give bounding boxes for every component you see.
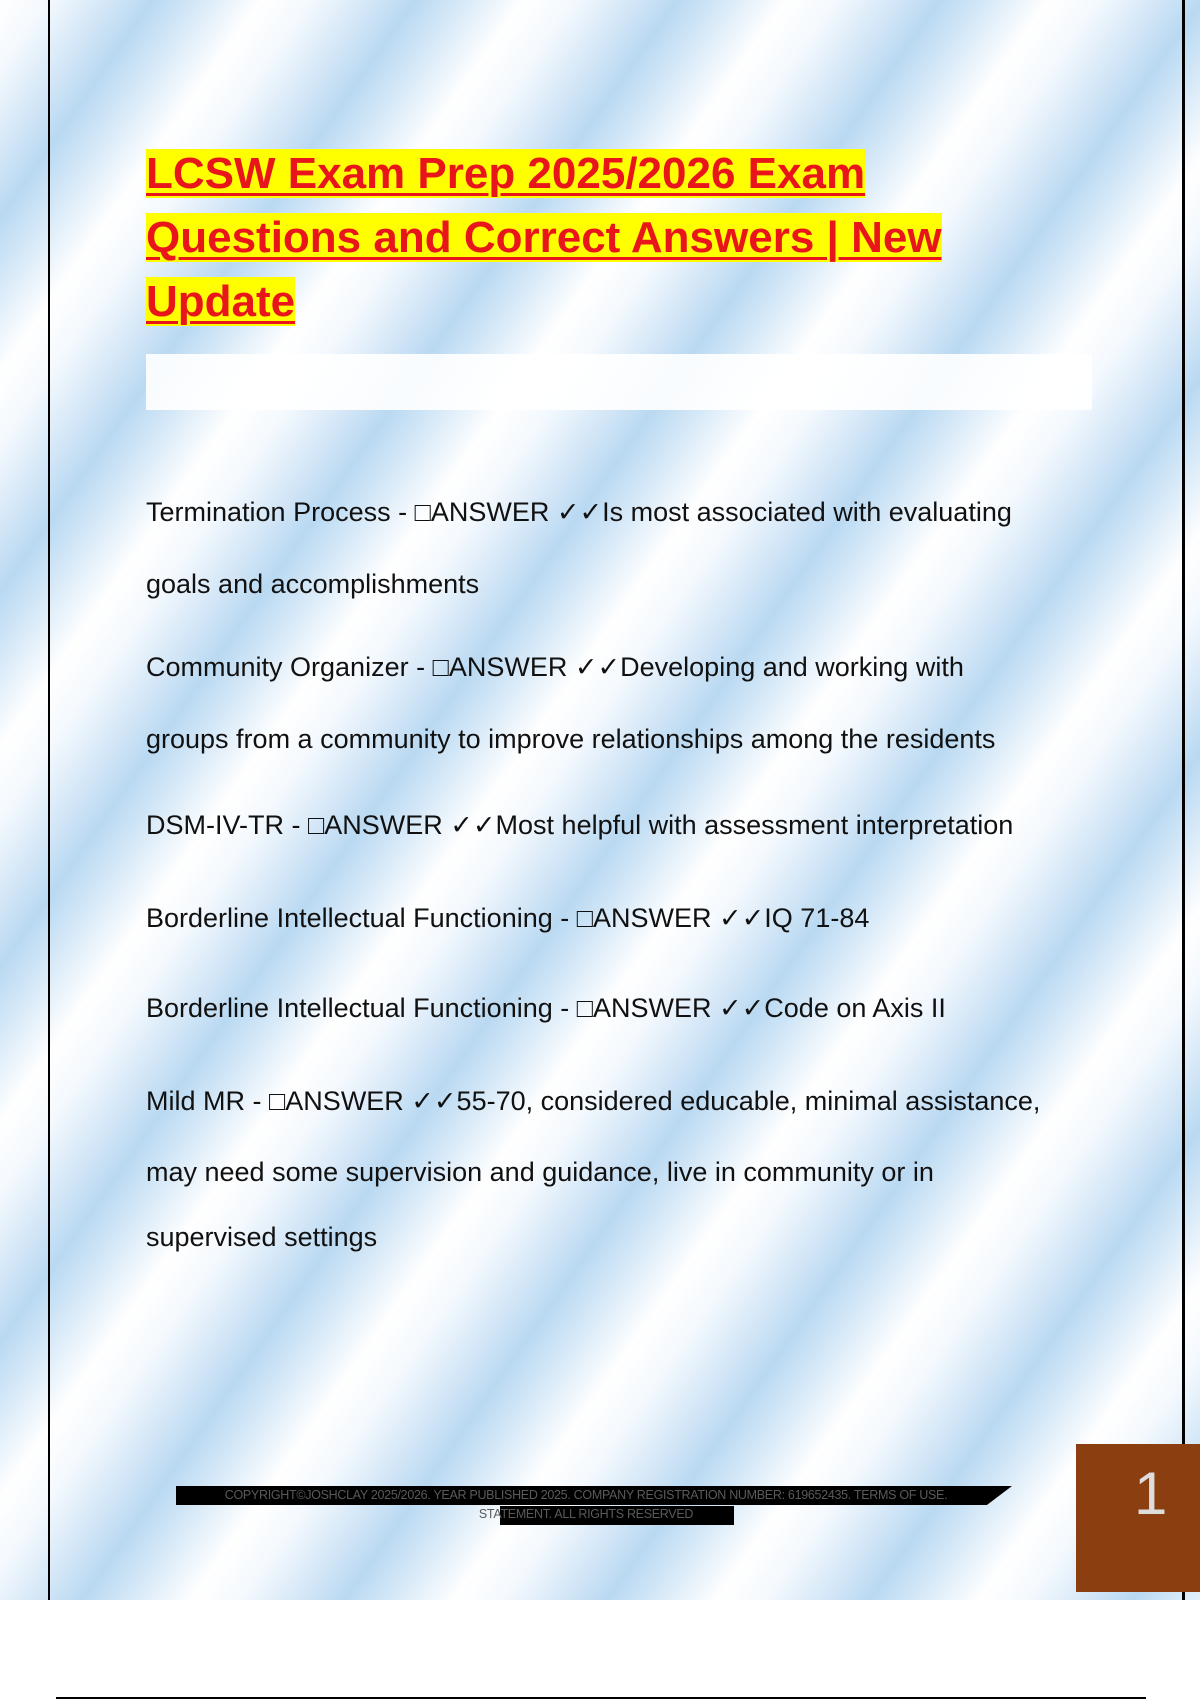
- title-line-2: Questions and Correct Answers | New: [146, 213, 942, 262]
- qa-line: supervised settings: [146, 1222, 378, 1252]
- footer-copyright: [176, 1486, 996, 1524]
- qa-line: may need some supervision and guidance, live in community or in: [146, 1157, 934, 1187]
- blank-banner: [146, 354, 1092, 410]
- qa-entry: [146, 789, 1096, 861]
- qa-line: Mild MR - □ANSWER ✓✓55-70, considered educable, minimal assistance,: [146, 1086, 1041, 1116]
- qa-entry: [146, 476, 1096, 620]
- copyright-line-2: STATEMENT. ALL RIGHTS RESERVED: [478, 1507, 694, 1521]
- qa-entry-continued: [146, 1136, 1096, 1208]
- qa-entry: [146, 882, 1096, 954]
- qa-entry: [146, 972, 1096, 1044]
- qa-line: Borderline Intellectual Functioning - □ANSWER ✓✓IQ 71-84: [146, 903, 870, 933]
- bottom-rule: [56, 1697, 1146, 1699]
- qa-line: Termination Process - □ANSWER ✓✓Is most associated with evaluating: [146, 497, 1012, 527]
- document-title: [146, 142, 1086, 334]
- title-line-3: Update: [146, 277, 296, 326]
- qa-line: Community Organizer - □ANSWER ✓✓Developing and working with: [146, 652, 964, 682]
- qa-entry: [146, 631, 1096, 775]
- copyright-line-1: COPYRIGHT©JOSHCLAY 2025/2026. YEAR PUBLISHED 2025. COMPANY REGISTRATION NUMBER: 619652435. TERMS OF USE.: [224, 1488, 948, 1502]
- page-number: 1: [1134, 1460, 1168, 1527]
- left-margin-rule: [48, 0, 50, 1600]
- qa-line: DSM-IV-TR - □ANSWER ✓✓Most helpful with assessment interpretation: [146, 810, 1014, 840]
- title-line-1: LCSW Exam Prep 2025/2026 Exam: [146, 149, 866, 198]
- qa-entry: [146, 1065, 1096, 1137]
- qa-line: groups from a community to improve relationships among the residents: [146, 724, 996, 754]
- qa-entry-continued: [146, 1201, 1096, 1273]
- qa-line: Borderline Intellectual Functioning - □ANSWER ✓✓Code on Axis II: [146, 993, 946, 1023]
- qa-line: goals and accomplishments: [146, 569, 480, 599]
- right-margin-rule: [1182, 0, 1185, 1600]
